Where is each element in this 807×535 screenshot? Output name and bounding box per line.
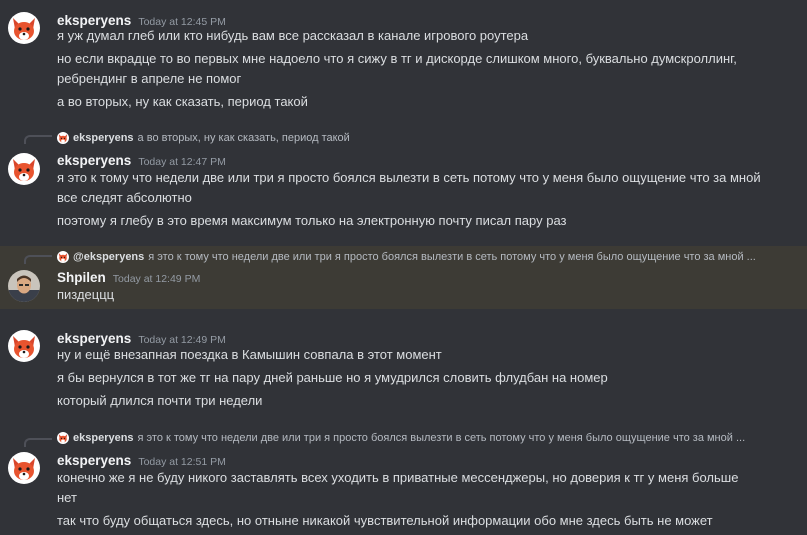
reply-username: @eksperyens (73, 251, 145, 263)
timestamp[interactable]: Today at 12:45 PM (138, 16, 226, 28)
message-header (57, 267, 200, 286)
username[interactable]: eksperyens (57, 453, 132, 468)
message-group[interactable] (0, 122, 807, 238)
message-text: который длился почти три недели (57, 393, 263, 408)
message-text: я это к тому что недели две или три я просто боялся вылезти в сеть потому что у меня было ощущение что за мной (57, 170, 761, 185)
reply-spine (24, 438, 52, 447)
message-text: ну и ещё внезапная поездка в Камышин совпала в этот момент (57, 347, 442, 362)
reply-username: eksperyens (73, 432, 134, 444)
fox-avatar-icon (57, 132, 69, 144)
message-text: нет (57, 490, 77, 505)
message-group[interactable] (0, 318, 807, 418)
message-header (57, 450, 226, 469)
username[interactable]: Shpilen (57, 270, 106, 285)
timestamp[interactable]: Today at 12:49 PM (138, 334, 226, 346)
reply-text: я это к тому что недели две или три я просто боялся вылезти в сеть потому что у меня было ощущение что за мной ... (148, 251, 756, 263)
message-text: я уж думал глеб или кто нибудь вам все рассказал в канале игрового роутера (57, 28, 529, 43)
reply-spine (24, 255, 52, 264)
fox-avatar-icon[interactable] (8, 12, 40, 44)
message-header (57, 150, 226, 169)
message-group-mention[interactable] (0, 246, 807, 309)
fox-avatar-icon[interactable] (8, 330, 40, 362)
timestamp[interactable]: Today at 12:49 PM (112, 273, 201, 285)
message-text: поэтому я глебу в это время максимум только на электронную почту писал пару раз (57, 213, 567, 228)
user-photo-avatar-icon[interactable] (8, 270, 40, 302)
message-text: конечно же я не буду никого заставлять всех уходить в приватные мессенджеры, но доверия к тг у меня больше (57, 470, 739, 485)
fox-avatar-icon (57, 432, 69, 444)
timestamp[interactable]: Today at 12:51 PM (138, 456, 226, 468)
message-text: так что буду общаться здесь, но отныне никакой чувствительной информации обо мне здесь быть не может (57, 513, 713, 528)
message-group[interactable] (0, 424, 807, 535)
message-text: пиздеццц (57, 287, 115, 302)
fox-avatar-icon (57, 251, 69, 263)
reply-text: а во вторых, ну как сказать, период такой (137, 132, 350, 144)
timestamp[interactable]: Today at 12:47 PM (138, 156, 226, 168)
message-text: но если вкрадце то во первых мне надоело что я сижу в тг и дискорде слишком много, буквально думскроллинг, (57, 51, 737, 66)
fox-avatar-icon[interactable] (8, 452, 40, 484)
message-group[interactable] (0, 0, 807, 118)
reply-preview[interactable] (57, 249, 792, 265)
message-text: все следят абсолютно (57, 190, 192, 205)
message-text: ребрендинг в апреле не помог (57, 71, 242, 86)
username[interactable]: eksperyens (57, 153, 132, 168)
username[interactable]: eksperyens (57, 13, 132, 28)
fox-avatar-icon[interactable] (8, 153, 40, 185)
reply-preview[interactable] (57, 430, 792, 446)
reply-preview[interactable] (57, 130, 792, 146)
reply-spine (24, 135, 52, 144)
message-text: а во вторых, ну как сказать, период такой (57, 94, 308, 109)
message-text: я бы вернулся в тот же тг на пару дней раньше но я умудрился словить флудбан на номер (57, 370, 608, 385)
reply-text: я это к тому что недели две или три я просто боялся вылезти в сеть потому что у меня было ощущение что за мной ... (137, 432, 746, 444)
reply-username: eksperyens (73, 132, 134, 144)
username[interactable]: eksperyens (57, 331, 132, 346)
